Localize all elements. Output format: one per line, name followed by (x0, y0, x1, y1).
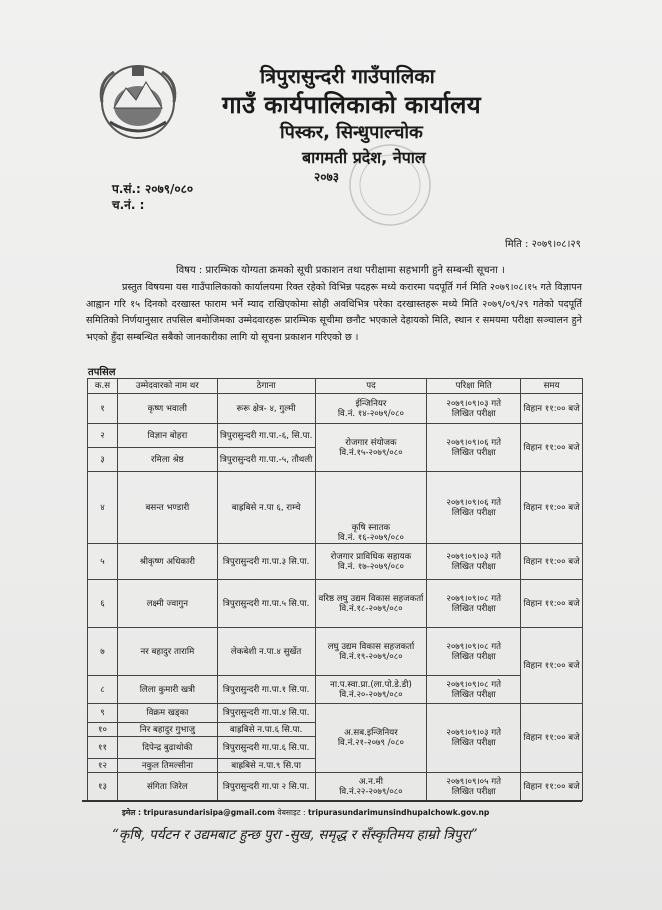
cell-name: बसन्त भण्डारी (117, 472, 217, 544)
cell-time: विहान ११:०० बजे (521, 394, 583, 424)
cell-address: त्रिपुरासुन्दरी गा.पा.१ सि.पा. (217, 676, 315, 704)
exam-date: २०७९।०९।०६ गते (446, 497, 502, 508)
exam-date: २०७९।०९।०८ गते (446, 593, 502, 604)
cell-post (315, 704, 427, 773)
table-header-row (88, 379, 583, 394)
cell-exam-date (427, 424, 521, 472)
office-address: पिस्कर, सिन्धुपाल्चोक (280, 122, 423, 143)
cell-address: बाह्रबिसे न.पा ६, राम्चे (217, 472, 315, 544)
cell-address: त्रिपुरासुन्दरी गा.पा.५ सि.पा. (217, 580, 315, 628)
cell-exam-date (427, 580, 521, 628)
col-header: ठेगाना (217, 379, 315, 394)
table-row (88, 580, 583, 628)
exam-type: लिखित परीक्षा (451, 786, 496, 797)
cell-address: त्रिपुरासुन्दरी गा.पा.३ सि.पा. (217, 544, 315, 580)
cell-sn: १३ (88, 773, 118, 801)
cell-sn: १ (88, 394, 118, 424)
table-row (88, 773, 583, 801)
col-header: परिक्षा मिति (427, 379, 521, 394)
cell-time: विहान ११:०० बजे (521, 580, 583, 628)
cell-address: त्रिपुरासुन्दरी गा.पा.४ सि.पा. (217, 704, 315, 723)
col-header: पद (315, 379, 427, 394)
municipality-name: त्रिपुरासुन्दरी गाउँपालिका (260, 64, 435, 88)
cell-exam-date (427, 394, 521, 424)
post-number: वि.नं.२२-२०७९/०८० (339, 786, 403, 797)
established-year: २०७३ (314, 170, 339, 184)
cell-time: विहान ११:०० बजे (521, 544, 583, 580)
cell-sn: ५ (88, 544, 118, 580)
patra-sankhya: प.सं.: २०७९/०८० (112, 182, 194, 196)
cell-address: त्रिपुरासुन्दरी गा.पा २ सि.पा. (217, 773, 315, 801)
cell-address: त्रिपुरासुन्दरी गा.पा.-६, सि.पा. (217, 424, 315, 448)
table-row (88, 704, 583, 723)
cell-address: रूरू क्षेत्र- ४, गुल्मी (217, 394, 315, 424)
nepal-emblem-logo (92, 62, 184, 142)
table-row (88, 544, 583, 580)
post-title: ना.प.स्वा.प्रा.(ला.पो.डे.डी) (330, 679, 412, 690)
cell-sn: ४ (88, 472, 118, 544)
cell-sn: ७ (88, 628, 118, 676)
cell-exam-date (427, 676, 521, 704)
table-row (88, 628, 583, 676)
cell-name: श्रीकृष्ण अधिकारी (117, 544, 217, 580)
slogan: “कृषि, पर्यटन र उद्यमबाट हुन्छ पुरा -सुख, समृद्ध र सँस्कृतिमय हाम्रो त्रिपुरा” (112, 827, 478, 843)
chalani-number: च.नं. : (112, 198, 145, 212)
cell-exam-date (427, 704, 521, 773)
website-link[interactable]: tripurasundarimunsindhupalchowk.gov.np (307, 808, 490, 817)
exam-type: लिखित परीक्षा (451, 651, 496, 662)
notice-body: प्रस्तुत विषयमा यस गाउँपालिकाको कार्यालयमा रिक्त रहेको विभिन्न पदहरू मध्ये करारमा पदपूर्ति गर्न मिति २०७९।०८।१५ गते विज्ञापन आह्वान गरि १५ दिनको दरखास्त फाराम भर्ने म्याद राखिएकोमा सोही अवधिभित्र परेका दरखास्तहरू मध्ये मिति २०७९/०९/२९ गतेको पदपूर्ति समितिको निर्णयानुसार तपसिल बमोजिमका उम्मेदवारहरू प्रारम्भिक सूचीमा छनौट भएकाले देहायको मिति, स्थान र समयमा परीक्षा सञ्चालन हुने भएको हुँदा सम्बन्धित सबैको जानकारीका लागि यो सूचना प्रकाशन गरिएको छ । (86, 282, 582, 343)
cell-name: रमिला श्रेष्ठ (117, 448, 217, 472)
post-number: वि.नं. १४-२०७९/०८० (337, 408, 405, 419)
cell-name: निर बहादुर गुभाजु (117, 723, 217, 737)
post-title: कृषि स्नातक (351, 523, 391, 533)
cell-post (315, 773, 427, 801)
exam-date: २०७९।०९।०३ गते (446, 728, 502, 738)
cell-post (315, 424, 427, 472)
email-link[interactable]: tripurasundarisipa@gmail.com (143, 808, 275, 817)
post-number: वि.नं. १६-२०७९/०८० (337, 533, 405, 543)
cell-time: विहान ११:०० बजे (521, 628, 583, 704)
cell-exam-date (427, 773, 521, 801)
cell-post (315, 544, 427, 580)
post-title: रोजगार संयोजक (345, 437, 397, 448)
post-title: वरिष्ठ लघु उद्यम विकास सहजकर्ता (318, 593, 424, 604)
col-header: उम्मेदवारको नाम थर (117, 379, 217, 394)
post-number: वि.नं. १७-२०७९/०८० (337, 561, 405, 572)
cell-post (315, 394, 427, 424)
exam-type: लिखित परीक्षा (451, 447, 496, 458)
web-label: वेबसाइट : (277, 808, 306, 817)
cell-sn: ३ (88, 448, 118, 472)
cell-sn: ११ (88, 737, 118, 759)
tapasil-heading: तपसिल (88, 367, 116, 378)
cell-post (315, 472, 427, 544)
cell-exam-date (427, 472, 521, 544)
post-title: ईन्जिनियर (355, 398, 387, 409)
cell-name: दिपेन्द्र बुढाथोकी (117, 737, 217, 759)
notice-date: मिति : २०७९।०८।२९ (505, 239, 581, 250)
exam-type: लिखित परीक्षा (451, 507, 496, 518)
cell-address: त्रिपुरासुन्दरी गा.पा.६ सि.पा. (217, 737, 315, 759)
notice-subject: विषय : प्रारम्भिक योग्यता क्रमको सूची प्रकाशन तथा परीक्षामा सहभागी हुने सम्बन्धी सूचना । (176, 265, 505, 276)
cell-time: विहान ११:०० बजे (521, 704, 583, 773)
cell-sn: ८ (88, 676, 118, 704)
cell-time: विहान ११:०० बजे (521, 472, 583, 544)
cell-name: नकुल तिमल्सीना (117, 759, 217, 773)
col-header: क.स (88, 379, 118, 394)
exam-type: लिखित परीक्षा (451, 689, 496, 700)
post-title: लघु उद्यम विकास सहजकर्ता (327, 641, 415, 652)
post-title: रोजगार प्राविधिक सहायक (330, 551, 412, 562)
cell-name: संगिता जिरेल (117, 773, 217, 801)
exam-type: लिखित परीक्षा (451, 408, 496, 419)
cell-name: लिला कुमारी खत्री (117, 676, 217, 704)
cell-time: विहान ११:०० बजे (521, 773, 583, 801)
cell-address: त्रिपुरासुन्दरी गा.पा.-५, तौथली (217, 448, 315, 472)
post-number: वि.नं.२१-२०७९ /०८० (337, 738, 405, 748)
cell-sn: २ (88, 424, 118, 448)
exam-date: २०७९।०९।०८ गते (446, 641, 502, 652)
province-name: बागमती प्रदेश, नेपाल (302, 148, 426, 167)
cell-sn: ६ (88, 580, 118, 628)
table-row (88, 676, 583, 704)
table-row (88, 424, 583, 448)
exam-date: २०७९।०९।०३ गते (446, 551, 502, 562)
cell-sn: ९ (88, 704, 118, 723)
email-label: इमेल : (122, 808, 142, 817)
post-number: वि.नं.२०-२०७९/०८० (339, 689, 403, 700)
cell-name: विज्ञान बोहरा (117, 424, 217, 448)
post-number: वि.नं.१८-२०७९/०८० (339, 603, 403, 614)
cell-name: विक्रम खड्का (117, 704, 217, 723)
exam-date: २०७९।०९।०८ गते (446, 679, 502, 690)
footer-divider (82, 800, 582, 802)
exam-type: लिखित परीक्षा (451, 603, 496, 614)
cell-sn: १० (88, 723, 118, 737)
post-number: वि.नं.१५-२०७९/०८० (339, 447, 403, 458)
cell-address: बाह्रबिसे न.पा.९ सि.पा (217, 759, 315, 773)
cell-name: लक्ष्मी ज्वागुन (117, 580, 217, 628)
cell-sn: १२ (88, 759, 118, 773)
cell-time: विहान ११:०० बजे (521, 424, 583, 472)
col-header: समय (521, 379, 583, 394)
cell-post (315, 580, 427, 628)
cell-address: बाह्रबिसे न.पा.६ सि.पा. (217, 723, 315, 737)
cell-post (315, 676, 427, 704)
cell-name: कृष्ण भवाली (117, 394, 217, 424)
contact-line (122, 808, 489, 818)
candidate-table (87, 378, 583, 801)
office-stamp (345, 140, 435, 230)
exam-date: २०७९।०९।०३ गते (446, 398, 502, 409)
table-row (88, 394, 583, 424)
cell-exam-date (427, 544, 521, 580)
cell-post (315, 628, 427, 676)
office-name: गाउँ कार्यपालिकाको कार्यालय (222, 91, 481, 119)
exam-date: २०७९।०९।०६ गते (446, 437, 502, 448)
exam-date: २०७९।०९।०५ गते (446, 776, 502, 787)
cell-name: नर बहादुर तारामि (117, 628, 217, 676)
cell-exam-date (427, 628, 521, 676)
table-row (88, 472, 583, 544)
exam-type: लिखित परीक्षा (451, 738, 496, 748)
post-number: वि.नं.१९-२०७९/०८० (339, 651, 403, 662)
post-title: अ.न.मी (358, 776, 384, 787)
cell-address: लेकबेशी न.पा.४ सुर्खेत (217, 628, 315, 676)
post-title: अ.सब.इन्जिनियर (344, 728, 398, 738)
exam-type: लिखित परीक्षा (451, 561, 496, 572)
